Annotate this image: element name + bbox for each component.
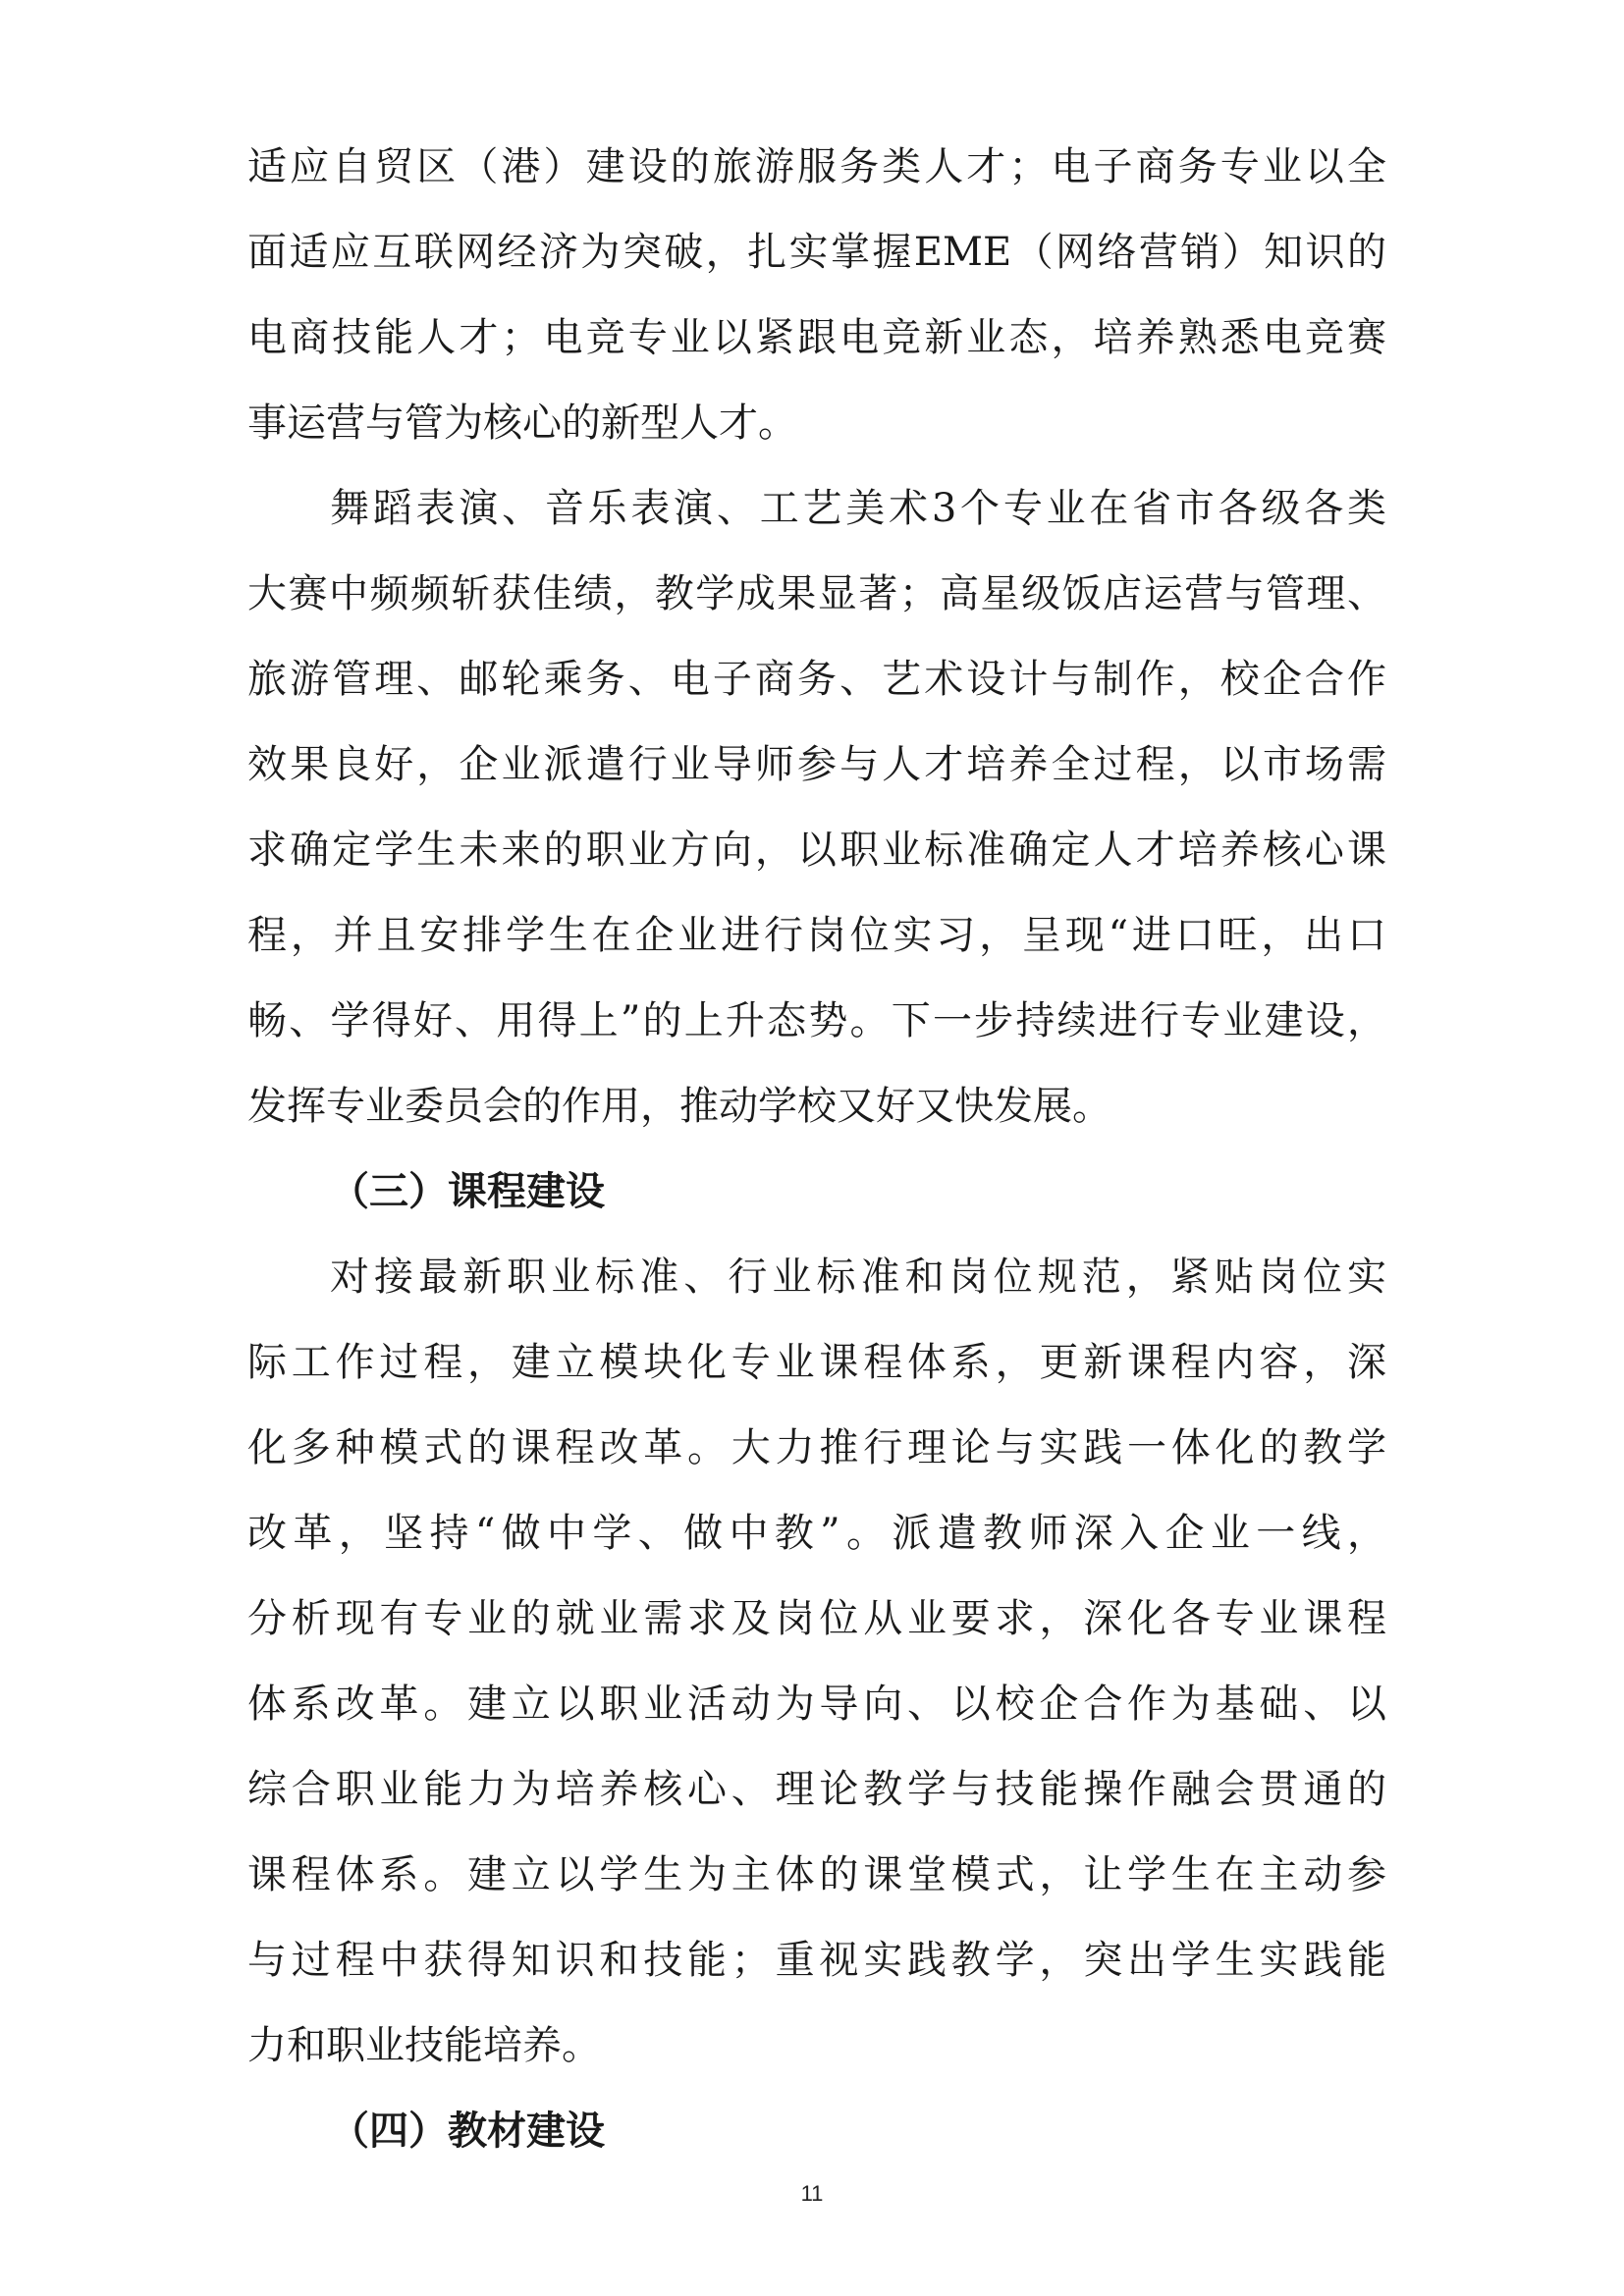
para3-line-2: 际工作过程，建立模块化专业课程体系，更新课程内容，深 [247,1340,1386,1385]
para2-line-7: 畅、学得好、用得上”的上升态势。下一步持续进行专业建设， [247,998,1386,1043]
section-heading-3: （三）课程建设 [330,1169,605,1214]
para3-line-5: 分析现有专业的就业需求及岗位从业要求，深化各专业课程 [247,1596,1386,1641]
para3-line-7: 综合职业能力为培养核心、理论教学与技能操作融会贯通的 [247,1767,1386,1812]
para1-line-2: 面适应互联网经济为突破，扎实掌握EME（网络营销）知识的 [247,230,1386,275]
para2-line-1: 舞蹈表演、音乐表演、工艺美术3个专业在省市各级各类 [330,486,1386,531]
para3-line-6: 体系改革。建立以职业活动为导向、以校企合作为基础、以 [247,1682,1386,1727]
para2-line-6: 程，并且安排学生在企业进行岗位实习，呈现“进口旺，出口 [247,913,1386,958]
para2-line-2: 大赛中频频斩获佳绩，教学成果显著；高星级饭店运营与管理、 [247,571,1386,616]
para3-line-10: 力和职业技能培养。 [247,2023,601,2068]
para3-line-9: 与过程中获得知识和技能；重视实践教学，突出学生实践能 [247,1938,1386,1983]
para2-line-3: 旅游管理、邮轮乘务、电子商务、艺术设计与制作，校企合作 [247,657,1386,702]
para1-line-4: 事运营与管为核心的新型人才。 [247,400,797,446]
para1-line-1: 适应自贸区（港）建设的旅游服务类人才；电子商务专业以全 [247,144,1386,189]
para3-line-1: 对接最新职业标准、行业标准和岗位规范，紧贴岗位实 [330,1255,1386,1300]
page-number: 11 [800,2181,824,2206]
para3-line-4: 改革，坚持“做中学、做中教”。派遣教师深入企业一线， [247,1511,1386,1556]
section-heading-4: （四）教材建设 [330,2109,605,2154]
para3-line-3: 化多种模式的课程改革。大力推行理论与实践一体化的教学 [247,1425,1386,1470]
para1-line-3: 电商技能人才；电竞专业以紧跟电竞新业态，培养熟悉电竞赛 [247,315,1386,360]
para2-line-4: 效果良好，企业派遣行业导师参与人才培养全过程，以市场需 [247,742,1386,787]
para2-line-5: 求确定学生未来的职业方向，以职业标准确定人才培养核心课 [247,828,1386,873]
para3-line-8: 课程体系。建立以学生为主体的课堂模式，让学生在主动参 [247,1852,1386,1897]
para2-line-8: 发挥专业委员会的作用，推动学校又好又快发展。 [247,1084,1111,1129]
